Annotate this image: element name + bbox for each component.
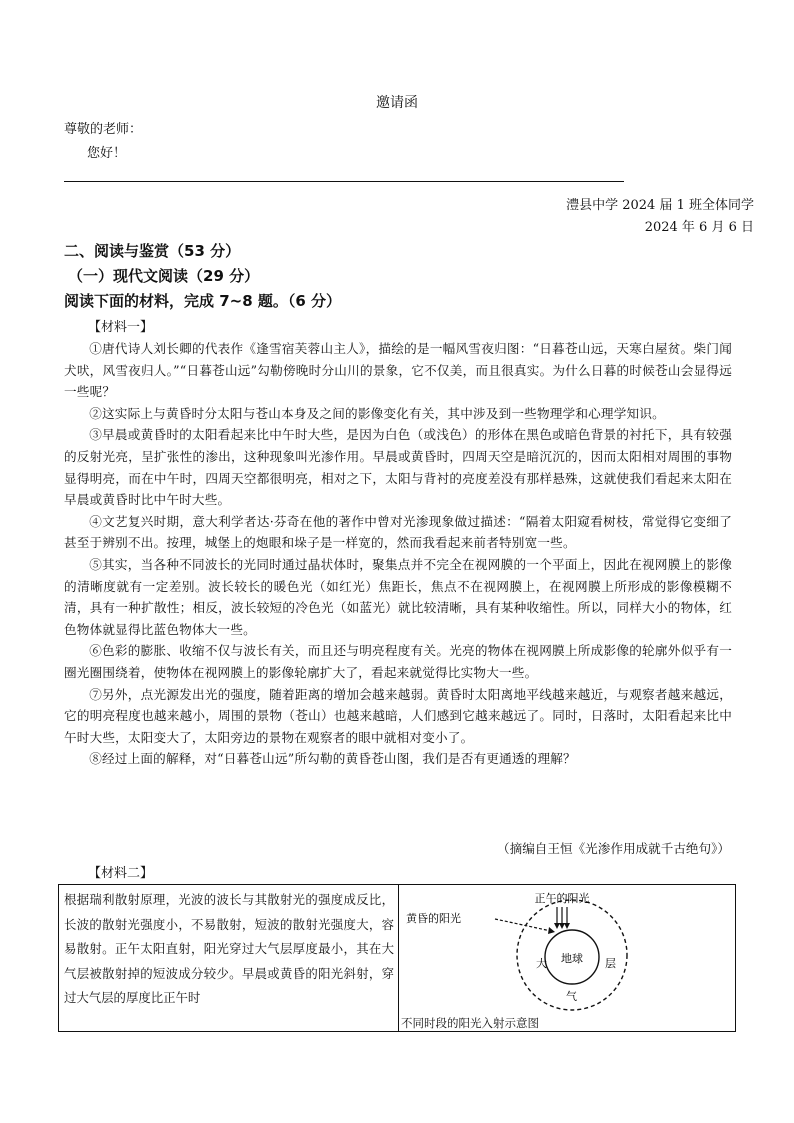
dusk-sunlight-label: 黄昏的阳光 <box>406 912 461 925</box>
material-one-label: 【材料一】 <box>88 320 154 335</box>
material-two-table <box>58 884 736 1032</box>
material-one-body <box>64 338 732 770</box>
material-two-text: 根据瑞利散射原理，光波的波长与其散射光的强度成反比，长波的散射光强度小，不易散射，短波的散射光强度大，容易散射。正午太阳直射，阳光穿过大气层厚度最小，其在大气层被散射掉的短波成分较少。早晨或黄昏的阳光斜射，穿过大气层的厚度比正午时 <box>59 885 399 1031</box>
paragraph: ⑥色彩的膨胀、收缩不仅与波长有关，而且还与明亮程度有关。光亮的物体在视网膜上所成影像的轮廓外似乎有一圈光圈围绕着，使物体在视网膜上的影像轮廓扩大了，看起来就觉得比实物大一些。 <box>64 643 732 680</box>
earth-label: 地球 <box>561 952 583 965</box>
dusk-arrowhead <box>548 927 555 934</box>
paragraph: ⑤其实，当各种不同波长的光同时通过晶状体时，聚集点并不完全在视网膜的一个平面上，因此在视网膜上的影像的清晰度就有一定差别。波长较长的暖色光（如红光）焦距长，焦点不在视网膜上，在视网膜上所形成的影像模糊不清，具有一种扩散性；相反，波长较短的冷色光（如蓝光）就比较清晰，具有某种收缩性。所以，同样大小的物体，红色物体就显得比蓝色物体大一些。 <box>64 556 732 637</box>
letter-title: 邀请函 <box>376 95 418 111</box>
section-subtitle: （一）现代文阅读（29 分） <box>68 267 260 285</box>
section-title: 二、阅读与鉴赏（53 分） <box>64 242 241 260</box>
question-instruction: 阅读下面的材料，完成 7~8 题。（6 分） <box>64 292 342 310</box>
paragraph: ④文艺复兴时期，意大利学者达·芬奇在他的著作中曾对光渗现象做过描述：“隔着太阳窥看树枝，常觉得它变细了甚至于辨别不出。按理，城堡上的炮眼和垛子是一样宽的，然而我看起来前者特别宽一些。 <box>64 513 732 551</box>
paragraph: ⑧经过上面的解释，对“日暮苍山远”所勾勒的黄昏苍山图，我们是否有更通透的理解？ <box>89 751 576 767</box>
paragraph: ②这实际上与黄昏时分太阳与苍山本身及之间的影像变化有关，其中涉及到一些物理学和心理学知识。 <box>89 405 665 421</box>
letter-greeting: 您好！ <box>87 146 127 161</box>
letter-date: 2024 年 6 月 6 日 <box>644 220 754 235</box>
paragraph: ⑦另外，点光源发出光的强度，随着距离的增加会越来越弱。黄昏时太阳离地平线越来越近，与观察者越来越远，它的明亮程度也越来越小，周围的景物（苍山）也越来越暗，人们感到它越来越远了。同时，日落时，太阳看起来比中午时大些，太阳变大了，太阳旁边的景物在观察者的眼中就相对变小了。 <box>64 686 732 745</box>
sunlight-incidence-diagram <box>399 885 735 1013</box>
material-two-label: 【材料二】 <box>88 866 154 881</box>
diagram-caption: 不同时段的阳光入射示意图 <box>401 1016 539 1030</box>
sunlight-diagram-cell <box>399 885 735 1031</box>
material-one-source: （摘编自王恒《光渗作用成就千古绝句》） <box>497 841 730 856</box>
noon-arrowheads <box>554 923 570 929</box>
letter-salutation: 尊敬的老师： <box>64 122 143 137</box>
atmosphere-char-ceng: 层 <box>605 957 616 970</box>
noon-sunlight-label: 正午的阳光 <box>534 892 590 905</box>
atmosphere-char-qi: 气 <box>566 990 577 1003</box>
paragraph: ③早晨或黄昏时的太阳看起来比中午时大些，是因为白色（或浅色）的形体在黑色或暗色背景的衬托下，具有较强的反射光亮，呈扩张性的渗出，这种现象叫光渗作用。早晨或黄昏时，四周天空是暗沉沉的，因而太阳相对周围的事物显得明亮，而在中午时，四周天空都很明亮，相对之下，太阳与背衬的亮度差没有那样悬殊，这就使我们看起来太阳在早晨或黄昏时比中午时大些。 <box>64 427 732 508</box>
letter-signature: 澧县中学 2024 届 1 班全体同学 <box>566 198 754 213</box>
noon-arrows <box>557 907 567 925</box>
atmosphere-char-da: 大 <box>536 957 547 970</box>
paragraph: ①唐代诗人刘长卿的代表作《逢雪宿芙蓉山主人》，描绘的是一幅风雪夜归图：“日暮苍山远，天寒白屋贫。柴门闻犬吠，风雪夜归人。”“日暮苍山远”勾勒傍晚时分山川的景象，它不仅美，而且很真实。为什么日暮的时候苍山会显得远一些呢？ <box>64 341 732 400</box>
divider-line <box>64 181 624 182</box>
